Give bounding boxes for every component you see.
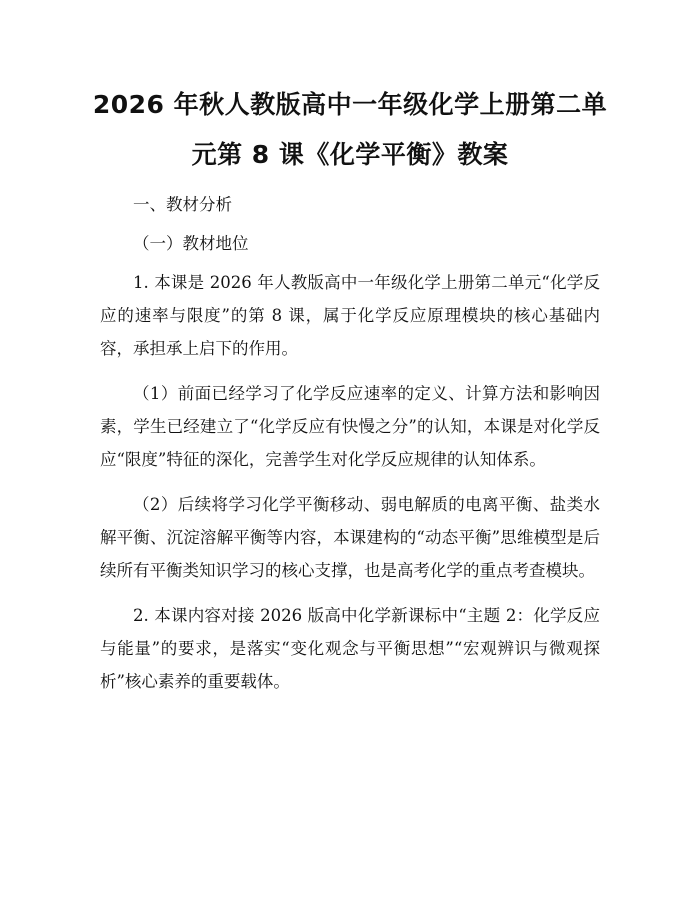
paragraph-4: 2. 本课内容对接 2026 版高中化学新课标中“主题 2：化学反应与能量”的要求，是落实“变化观念与平衡思想”“宏观辨识与微观探析”核心素养的重要载体。 <box>100 606 600 691</box>
paragraph-3: （2）后续将学习化学平衡移动、弱电解质的电离平衡、盐类水解平衡、沉淀溶解平衡等内容，本课建构的“动态平衡”思维模型是后续所有平衡类知识学习的核心支撑，也是高考化学的重点考查模块。 <box>100 495 600 580</box>
document-title <box>90 80 610 180</box>
paragraph-2: （1）前面已经学习了化学反应速率的定义、计算方法和影响因素，学生已经建立了“化学反应有快慢之分”的认知，本课是对化学反应“限度”特征的深化，完善学生对化学反应规律的认知体系。 <box>100 384 600 469</box>
subsection-heading: （一）教材地位 <box>133 234 249 253</box>
title-line-2: 元第 8 课《化学平衡》教案 <box>191 140 509 169</box>
document-body <box>100 188 600 698</box>
title-line-1: 2026 年秋人教版高中一年级化学上册第二单 <box>92 90 608 119</box>
paragraph-1: 1. 本课是 2026 年人教版高中一年级化学上册第二单元“化学反应的速率与限度”的第 8 课，属于化学反应原理模块的核心基础内容，承担承上启下的作用。 <box>100 273 600 358</box>
section-heading: 一、教材分析 <box>133 195 232 214</box>
